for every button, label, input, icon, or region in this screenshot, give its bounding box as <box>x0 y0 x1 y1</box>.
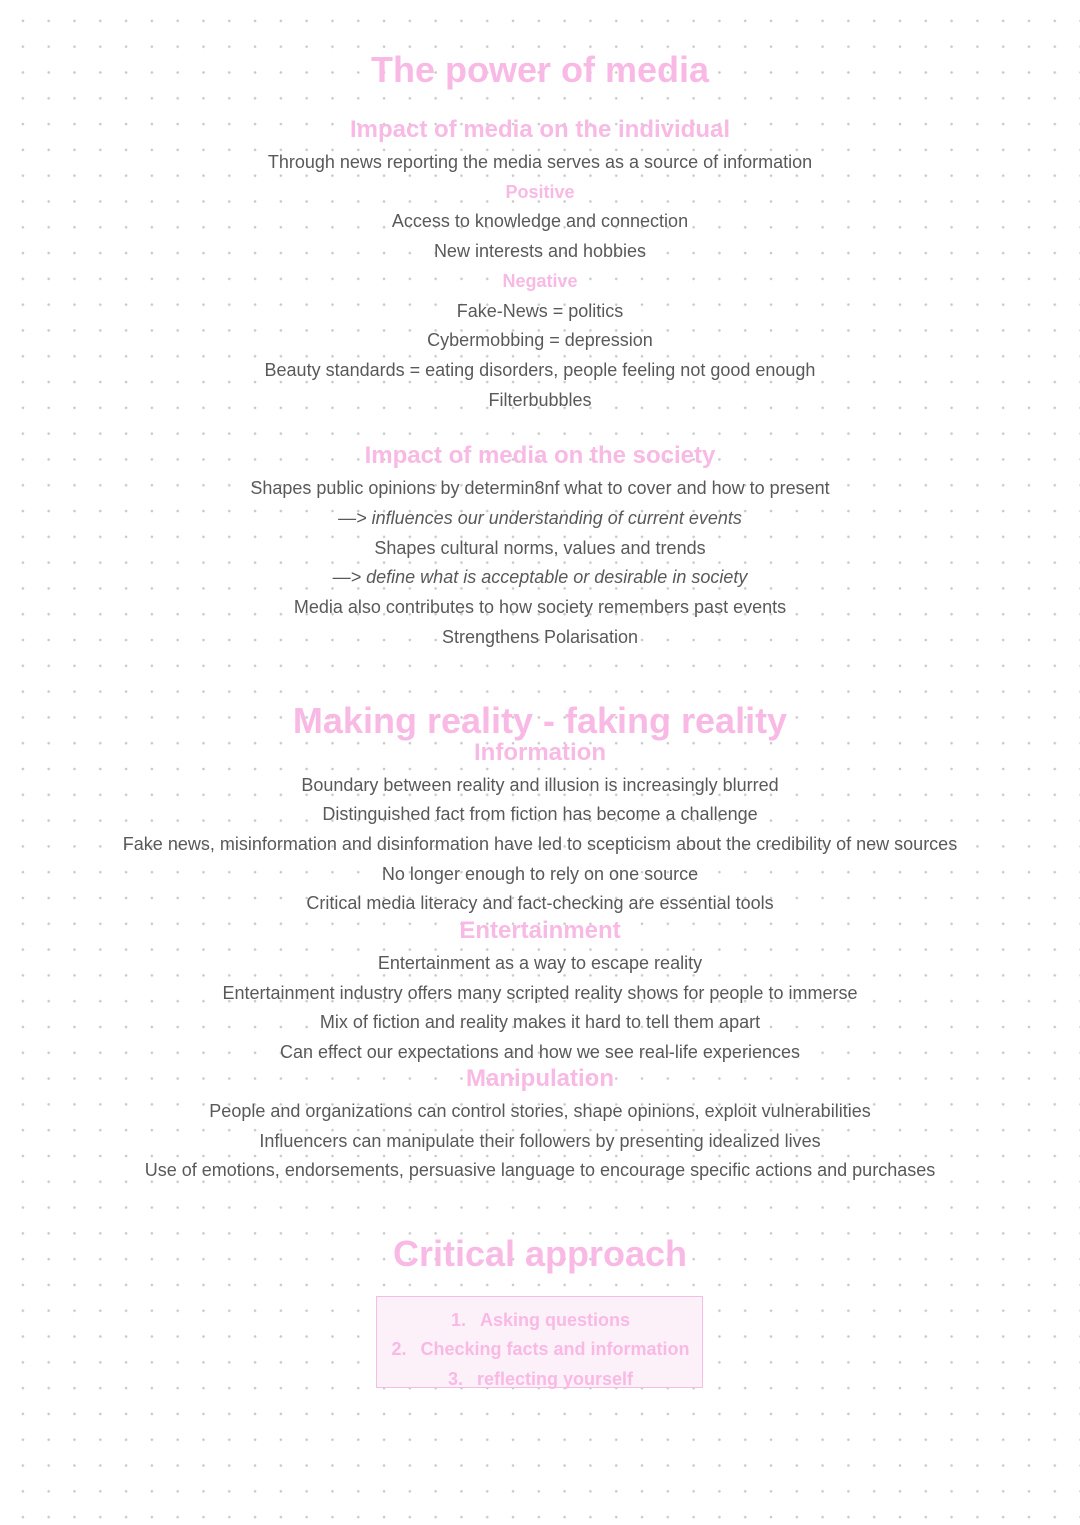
entertainment-line: Entertainment industry offers many scripted reality shows for people to immerse <box>222 983 858 1003</box>
step-text: reflecting yourself <box>476 1369 634 1389</box>
information-line: Distinguished fact from fiction has become a challenge <box>322 804 758 824</box>
section-heading-society: Impact of media on the society <box>364 442 716 469</box>
critical-steps-box <box>376 1296 703 1388</box>
individual-intro: Through news reporting the media serves as a source of information <box>267 152 813 172</box>
society-line: Strengthens Polarisation <box>441 627 639 647</box>
step-item <box>377 1311 704 1329</box>
society-line: Shapes public opinions by determin8nf what to cover and how to present <box>250 478 830 498</box>
information-line: No longer enough to rely on one source <box>381 864 699 884</box>
information-line: Fake news, misinformation and disinformation have led to scepticism about the credibility of new sources <box>122 834 958 854</box>
manipulation-line: Use of emotions, endorsements, persuasive language to encourage specific actions and purchases <box>144 1160 936 1180</box>
step-item <box>377 1340 704 1358</box>
page-title: The power of media <box>370 49 710 90</box>
negative-item: Filterbubbles <box>488 390 592 410</box>
manipulation-line: Influencers can manipulate their followers by presenting idealized lives <box>259 1131 821 1151</box>
step-text: Checking facts and information <box>420 1339 690 1359</box>
subheading-information: Information <box>474 739 606 766</box>
step-number: 1. <box>450 1310 466 1330</box>
step-item <box>377 1370 704 1388</box>
positive-heading: Positive <box>505 182 575 202</box>
society-line: Shapes cultural norms, values and trends <box>374 538 706 558</box>
information-line: Critical media literacy and fact-checking are essential tools <box>306 893 774 913</box>
entertainment-line: Mix of fiction and reality makes it hard to tell them apart <box>319 1012 761 1032</box>
positive-item: New interests and hobbies <box>433 241 647 261</box>
negative-item: Fake-News = politics <box>456 301 624 321</box>
step-number: 3. <box>447 1369 463 1389</box>
manipulation-line: People and organizations can control stories, shape opinions, exploit vulnerabilities <box>209 1101 871 1121</box>
positive-item: Access to knowledge and connection <box>391 211 689 231</box>
society-line: —> influences our understanding of current events <box>338 508 742 528</box>
negative-item: Cybermobbing = depression <box>427 330 653 350</box>
section-heading-critical: Critical approach <box>392 1233 688 1274</box>
entertainment-line: Can effect our expectations and how we see real-life experiences <box>280 1042 800 1062</box>
negative-heading: Negative <box>502 271 578 291</box>
step-number: 2. <box>391 1339 407 1359</box>
section-heading-reality: Making reality - faking reality <box>292 700 788 741</box>
subheading-manipulation: Manipulation <box>466 1065 614 1092</box>
entertainment-line: Entertainment as a way to escape reality <box>377 953 703 973</box>
step-text: Asking questions <box>479 1310 631 1330</box>
information-line: Boundary between reality and illusion is increasingly blurred <box>301 775 779 795</box>
section-heading-individual: Impact of media on the individual <box>349 116 731 143</box>
society-line: Media also contributes to how society remembers past events <box>293 597 787 617</box>
subheading-entertainment: Entertainment <box>459 917 621 944</box>
negative-item: Beauty standards = eating disorders, people feeling not good enough <box>264 360 816 380</box>
society-line: —> define what is acceptable or desirable in society <box>332 567 748 587</box>
